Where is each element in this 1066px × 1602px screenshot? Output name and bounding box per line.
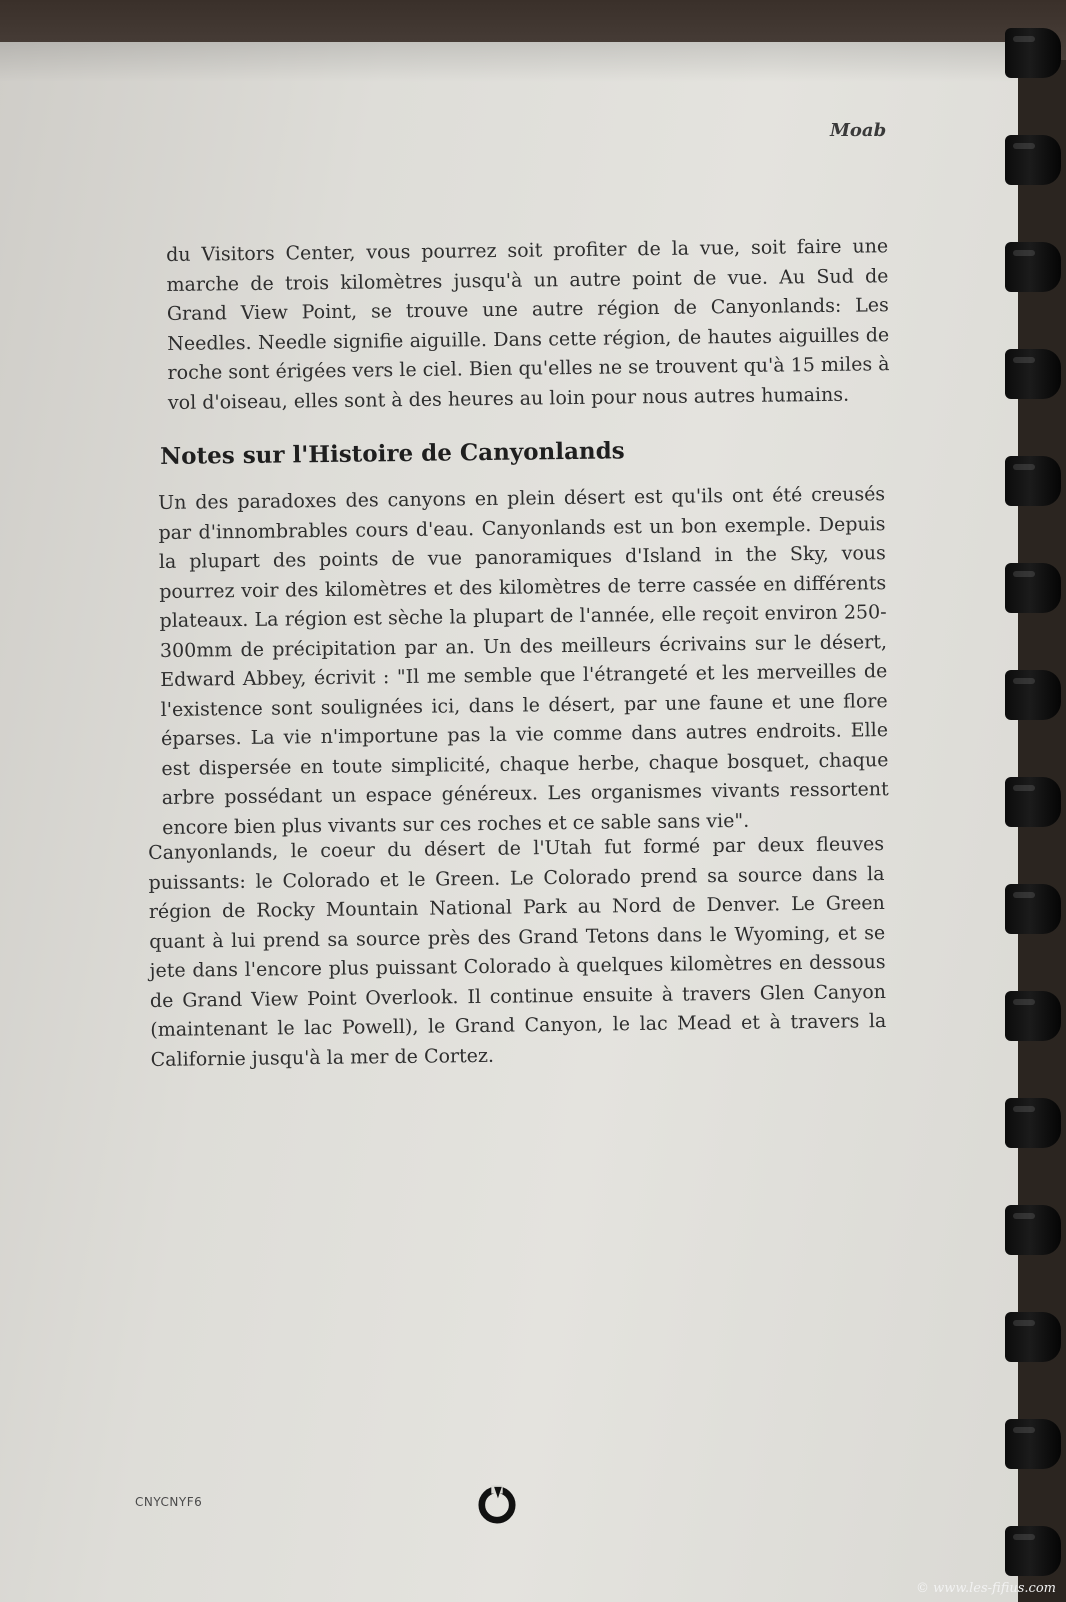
binding-ring [1005,991,1061,1041]
binding-ring [1005,135,1061,185]
power-logo-icon [478,1484,516,1524]
body-paragraph-3: Canyonlands, le coeur du désert de l'Utah fut formé par deux fleuves puissants: le Colorado et le Green. Le Colorado prend sa source dans la région de Rocky Mountain National Park au Nord de Denver. Le Green quant à lui prend sa source près des Grand Tetons dans le Wyoming, et se jete dans l'encore plus puissant Colorado à quelques kilomètres en dessous de Grand View Point Overlook. Il continue ensuite à travers Glen Canyon (maintenant le lac Powell), le Grand Canyon, le lac Mead et à travers la Californie jusqu'à la mer de Cortez. [148,833,887,1071]
section-heading: Notes sur l'Histoire de Canyonlands [160,437,625,471]
spiral-binding [1005,0,1066,1600]
body-paragraph-2: Un des paradoxes des canyons en plein désert est qu'ils ont été creusés par d'innombrables cours d'eau. Canyonlands est un bon exemple. Depuis la plupart des points de vue panoramiques d'Island in the Sky, vous pourrez voir des kilomètres et des kilomètres de terre cassée en différents plateaux. La région est sèche la plupart de l'année, elle reçoit environ 250-300mm de précipitation par an. Un des meilleurs écrivains sur le désert, Edward Abbey, écrivit : "Il me semble que l'étrangeté et les merveilles de l'existence sont soulignées ici, dans le désert, par une faune et une flore éparses. La vie n'importune pas la vie comme dans autres endroits. Elle est dispersée en toute simplicité, chaque herbe, chaque bosquet, chaque arbre possédant un espace généreux. Les organismes vivants ressortent encore bien plus vivants sur ces roches et ce sable sans vie". [158,483,889,839]
binding-ring [1005,563,1061,613]
binding-ring [1005,1312,1061,1362]
binding-ring [1005,670,1061,720]
binding-ring [1005,1098,1061,1148]
binding-ring [1005,777,1061,827]
binding-ring [1005,349,1061,399]
binding-ring [1005,1205,1061,1255]
binding-ring [1005,456,1061,506]
binding-ring [1005,884,1061,934]
binding-ring [1005,1526,1061,1576]
binding-ring [1005,28,1061,78]
running-header: Moab [830,120,887,141]
footer-code: CNYCNYF6 [135,1495,203,1509]
binding-ring [1005,242,1061,292]
body-paragraph-1: du Visitors Center, vous pourrez soit profiter de la vue, soit faire une marche de trois kilomètres jusqu'à un autre point de vue. Au Sud de Grand View Point, se trouve une autre région de Canyonlands: Les Needles. Needle signifie aiguille. Dans cette région, de hautes aiguilles de roche sont érigées vers le ciel. Bien qu'elles ne se trouvent qu'à 15 miles à vol d'oiseau, elles sont à des heures au loin pour nous autres humains. [166,235,890,414]
binding-ring [1005,1419,1061,1469]
photo-watermark: © www.les-fifius.com [916,1581,1056,1596]
